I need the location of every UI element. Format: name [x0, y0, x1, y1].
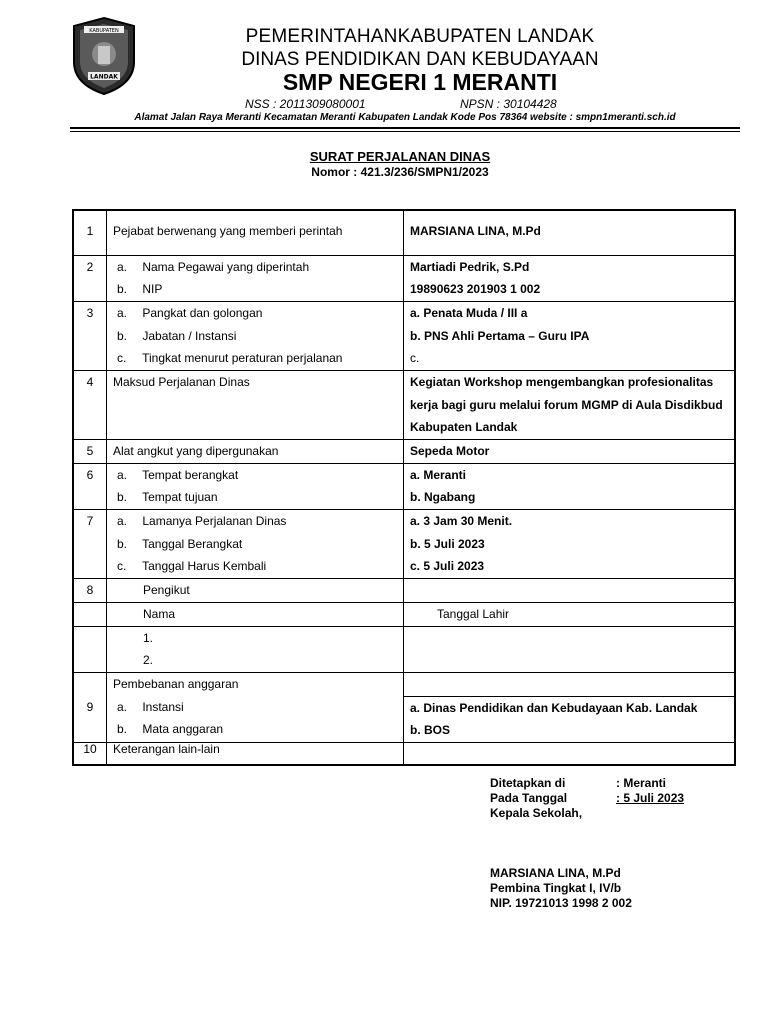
npsn-number: NPSN : 30104428: [460, 97, 557, 111]
row-number: 8: [86, 583, 94, 598]
row-label: Alat angkut yang dipergunakan: [113, 444, 279, 458]
date-label: Pada Tanggal: [490, 791, 568, 805]
follower-item: 2.: [143, 653, 154, 668]
row-number: 9: [86, 699, 94, 714]
table-row: [73, 301, 735, 370]
follower-item: 1.: [143, 630, 154, 645]
transport-value: Sepeda Motor: [410, 444, 490, 458]
set-value: : Meranti: [616, 776, 667, 790]
row-number: 6: [86, 467, 94, 482]
row-sublabel: b. Tempat tujuan: [117, 490, 218, 505]
row-sublabel: a. Tempat berangkat: [117, 467, 239, 482]
employee-name: Martiadi Pedrik, S.Pd: [410, 259, 530, 274]
row-sublabel: a. Lamanya Perjalanan Dinas: [117, 514, 287, 529]
row-sublabel: a. Instansi: [117, 699, 184, 714]
table-row: [73, 742, 735, 765]
row-sublabel: c. Tingkat menurut peraturan perjalanan: [117, 351, 343, 366]
row-sublabel: c. Tanggal Harus Kembali: [117, 559, 267, 574]
row-label: Maksud Perjalanan Dinas: [113, 374, 250, 389]
document-number: Nomor : 421.3/236/SMPN1/2023: [311, 165, 489, 179]
table-row: [73, 626, 735, 672]
header-rule: [70, 127, 740, 129]
row-number: 7: [86, 514, 94, 529]
set-label: Ditetapkan di: [490, 776, 566, 790]
table-row: [73, 602, 735, 626]
row-sublabel: a. Nama Pegawai yang diperintah: [117, 259, 310, 274]
row-number: 5: [86, 444, 94, 458]
table-row: [73, 370, 735, 439]
table-row: [73, 210, 735, 255]
budget-agency: a. Dinas Pendidikan dan Kebudayaan Kab. Landak: [404, 696, 734, 720]
signer-details: [490, 866, 632, 911]
row-sublabel: b. Tanggal Berangkat: [117, 536, 243, 551]
table-row: [73, 463, 735, 509]
table-row: [73, 579, 735, 603]
signer-name: MARSIANA LINA, M.Pd: [490, 866, 621, 880]
row-number: 3: [86, 305, 94, 320]
row-number: 2: [86, 259, 94, 274]
header-rule-thin: [70, 131, 740, 132]
regency-logo: [68, 16, 140, 96]
row-sublabel: b. NIP: [117, 282, 163, 297]
school-address: Alamat Jalan Raya Meranti Kecamatan Meranti Kabupaten Landak Kode Pos 78364 website : smpn1meranti.sch.id: [134, 112, 676, 123]
row-label: Pembebanan anggaran: [113, 676, 239, 691]
row-sublabel: b. Jabatan / Instansi: [117, 328, 237, 343]
follower-dob-header: Tanggal Lahir: [437, 606, 510, 621]
school-name: SMP NEGERI 1 MERANTI: [282, 69, 558, 95]
row-sublabel: a. Pangkat dan golongan: [117, 305, 263, 320]
follower-name-header: Nama: [143, 606, 176, 621]
travel-level-value: c.: [410, 351, 420, 366]
row-value: MARSIANA LINA, M.Pd: [410, 224, 541, 238]
position-value: b. PNS Ahli Pertama – Guru IPA: [410, 328, 590, 343]
signer-rank: Pembina Tingkat I, IV/b: [490, 881, 622, 895]
purpose-line: kerja bagi guru melalui forum MGMP di Aula Disdikbud: [410, 397, 723, 412]
nss-number: NSS : 2011309080001: [245, 97, 366, 111]
row-label: Pengikut: [143, 583, 190, 598]
duration-value: a. 3 Jam 30 Menit.: [410, 514, 513, 529]
row-number: 10: [83, 741, 97, 756]
document-title: SURAT PERJALANAN DINAS: [309, 149, 491, 164]
svg-text:LANDAK: LANDAK: [90, 73, 118, 81]
signer-role: Kepala Sekolah,: [490, 806, 583, 820]
date-value: : 5 Juli 2023: [616, 791, 685, 805]
rank-value: a. Penata Muda / III a: [410, 305, 528, 320]
purpose-line: Kegiatan Workshop mengembangkan profesionalitas: [410, 374, 714, 389]
row-label: Pejabat berwenang yang memberi perintah: [113, 224, 343, 238]
destination-place: b. Ngabang: [410, 490, 476, 505]
departure-date: b. 5 Juli 2023: [410, 536, 485, 551]
return-date: c. 5 Juli 2023: [410, 559, 485, 574]
svg-text:KABUPATEN: KABUPATEN: [89, 28, 119, 34]
employee-nip: 19890623 201903 1 002: [410, 282, 541, 297]
table-row: [73, 672, 735, 742]
table-row: [73, 510, 735, 579]
purpose-line: Kabupaten Landak: [410, 420, 518, 435]
row-label: Keterangan lain-lain: [113, 741, 220, 756]
department-name: DINAS PENDIDIKAN DAN KEBUDAYAAN: [241, 49, 599, 70]
government-name: PEMERINTAHANKABUPATEN LANDAK: [245, 26, 595, 47]
row-number: 1: [86, 224, 94, 238]
table-row: [73, 440, 735, 464]
row-number: 4: [86, 374, 94, 389]
signature-block: [490, 776, 684, 821]
table-row: [73, 255, 735, 301]
signer-nip: NIP. 19721013 1998 2 002: [490, 896, 632, 910]
budget-account: b. BOS: [410, 723, 451, 738]
departure-place: a. Meranti: [410, 467, 467, 482]
row-sublabel: b. Mata anggaran: [117, 722, 224, 737]
travel-order-table: [72, 209, 736, 766]
